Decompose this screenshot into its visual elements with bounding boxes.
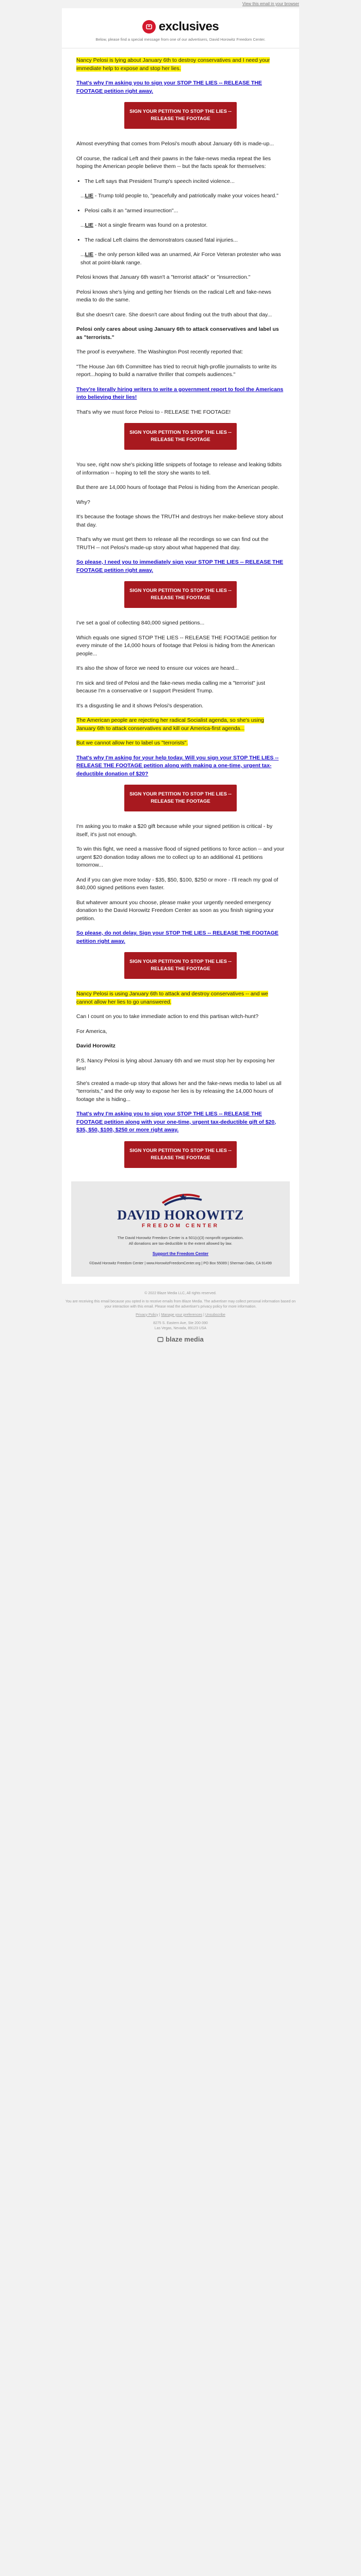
body-paragraph (76, 274, 285, 282)
cta-link-paragraph (76, 1110, 285, 1134)
highlighted-paragraph (76, 57, 285, 73)
rebuttal (80, 222, 285, 230)
exclusives-logo (142, 20, 219, 34)
body-paragraph (76, 461, 285, 477)
body-paragraph (76, 823, 285, 839)
body-paragraph (76, 363, 285, 379)
paragraph-text: It's a disgusting lie and it shows Pelosi's desperation. (76, 702, 204, 709)
body-paragraph (76, 665, 285, 673)
paragraph-text: I'm asking you to make a $20 gift because while your signed petition is critical - by itself, it's just not enough. (76, 823, 273, 838)
rebuttal-text: - Trump told people to, "peacefully and patriotically make your voices heard." (93, 193, 278, 199)
ellipsis: ... (80, 193, 85, 199)
paragraph-text: Pelosi knows that January 6th wasn't a "terrorist attack" or "insurrection." (76, 274, 251, 280)
paragraph-text: Can I count on you to take immediate action to end this partisan witch-hunt? (76, 1013, 259, 1020)
org-address: ©David Horowitz Freedom Center | www.HorowitzFreedomCenter.org | PO Box 55089 | Sherman Oaks, CA 91499 (89, 1261, 272, 1265)
ellipsis: ... (80, 251, 85, 258)
body-paragraph (76, 876, 285, 892)
email-container (62, 8, 299, 1284)
blaze-mark-icon (157, 1336, 163, 1343)
claim-item: • The Left says that President Trump's speech incited violence... (85, 178, 285, 186)
lie-label: LIE (85, 222, 94, 228)
lie-label: LIE (85, 193, 94, 199)
sign-petition-button[interactable]: SIGN YOUR PETITION TO STOP THE LIES -- RELEASE THE FOOTAGE (124, 102, 237, 129)
flag-swoosh-icon (152, 1193, 209, 1206)
paragraph-text: But there are 14,000 hours of footage that Pelosi is hiding from the American people. (76, 484, 280, 490)
logo-text: exclusives (158, 20, 219, 33)
body-paragraph (76, 289, 285, 304)
claims-list (76, 236, 285, 245)
body-paragraph (76, 499, 285, 507)
body-paragraph (76, 484, 285, 492)
email-body (62, 57, 299, 1168)
privacy-policy-link[interactable]: Privacy Policy (136, 1313, 158, 1317)
rebuttal-text: - the only person killed was an unarmed, Air Force Veteran protester who was shot at point-blank range. (80, 251, 281, 266)
body-paragraph (76, 536, 285, 552)
lie-label: LIE (85, 251, 94, 258)
sender-address-2: Las Vegas, Nevada, 89123 USA (154, 1326, 207, 1330)
disclaimer-line-2: All donations are tax-deductible to the extent allowed by law. (128, 1241, 233, 1246)
ellipsis: ... (80, 222, 85, 228)
body-paragraph (76, 311, 285, 319)
legal-notice: You are receiving this email because you opted in to receive emails from Blaze Media. The advertiser may collect personal information based on your interaction with this email. Please read the advertiser's privacy policy for more information. (65, 1299, 296, 1309)
body-paragraph (76, 140, 285, 148)
cta-link-paragraph (76, 929, 285, 945)
paragraph-text: For America, (76, 1028, 107, 1035)
dhfc-name: DAVID HOROWITZ (117, 1207, 244, 1223)
claims-list (76, 178, 285, 186)
view-in-browser-link[interactable]: View this email in your browser (242, 2, 299, 6)
support-link[interactable]: Support the Freedom Center (152, 1251, 209, 1256)
cta-link-paragraph (76, 79, 285, 95)
disclaimer-line-1: The David Horowitz Freedom Center is a 501(c)(3) nonprofit organization. (117, 1235, 244, 1240)
paragraph-text: I've set a goal of collecting 840,000 signed petitions... (76, 620, 205, 626)
body-paragraph (76, 702, 285, 710)
body-paragraph (76, 409, 285, 417)
paragraph-text: Why? (76, 499, 90, 505)
paragraph-text: Pelosi only cares about using January 6th to attack conservatives and label us as "terrorists." (76, 326, 279, 341)
body-paragraph (76, 1057, 285, 1073)
paragraph-text: You see, right now she's picking little snippets of footage to release and leaking tidbits of information -- hoping to tell the story she wants to tell. (76, 462, 282, 476)
body-paragraph (76, 634, 285, 658)
highlighted-paragraph (76, 739, 285, 748)
paragraph-text: And if you can give more today - $35, $50, $100, $250 or more - I'll reach my goal of 840,000 signed petitions even faster. (76, 876, 278, 891)
paragraph-text: It's also the show of force we need to ensure our voices are heard... (76, 665, 239, 671)
claim-item: • Pelosi calls it an "armed insurrection"... (85, 207, 285, 215)
paragraph-text: To win this fight, we need a massive flood of signed petitions to force action -- and your urgent $20 donation today allows me to collect up to an additional 41 petitions tomorrow... (76, 846, 285, 868)
petition-link[interactable]: They're literally hiring writers to write a government report to fool the Americans into believing their lies! (76, 386, 284, 400)
body-paragraph (76, 1028, 285, 1036)
paragraph-text: The proof is everywhere. The Washington Post recently reported that: (76, 349, 243, 355)
dhfc-subtitle: FREEDOM CENTER (142, 1223, 219, 1229)
body-paragraph (76, 326, 285, 342)
unsubscribe-link[interactable]: Unsubscribe (205, 1313, 225, 1317)
paragraph-text: "The House Jan 6th Committee has tried to recruit high-profile journalists to write its report...hoping to build a narrative thriller that compels audiences." (76, 363, 277, 378)
dhfc-logo (117, 1193, 244, 1229)
paragraph-text: Almost everything that comes from Pelosi's mouth about January 6th is made-up... (76, 141, 274, 147)
paragraph-text: David Horowitz (76, 1043, 116, 1049)
nonprofit-disclaimer (79, 1235, 282, 1246)
body-paragraph (76, 619, 285, 628)
rebuttal (80, 251, 285, 267)
flame-icon (145, 23, 153, 30)
petition-link[interactable]: That's why I'm asking you to sign your STOP THE LIES -- RELEASE THE FOOTAGE petition along with your one-time, urgent tax-deductible gift of $20, $35, $50, $100, $250 or more right away. (76, 1111, 276, 1133)
copyright: © 2022 Blaze Media LLC, All rights reserved. (144, 1291, 217, 1295)
petition-link[interactable]: That's why I'm asking you to sign your STOP THE LIES -- RELEASE THE FOOTAGE petition right away. (76, 80, 262, 94)
paragraph-text: She's created a made-up story that allows her and the fake-news media to label us all "terrorists," and the only way to expose her lies is by releasing the 14,000 hours of footage she is hiding... (76, 1080, 282, 1103)
petition-link[interactable]: That's why I'm asking for your help today. Will you sign your STOP THE LIES -- RELEASE THE FOOTAGE petition along with making a one-time, urgent tax-deductible donation of $20? (76, 754, 279, 777)
body-paragraph (76, 899, 285, 923)
blaze-media-text: blaze media (166, 1335, 204, 1343)
claims-list (76, 207, 285, 215)
sender-address-1: 8275 S. Eastern Ave, Ste 200-390 (153, 1321, 208, 1325)
org-footer (71, 1181, 290, 1277)
blaze-media-logo (157, 1336, 204, 1343)
tagline: Below, please find a special message from one of our advertisers, David Horowitz Freedom Center. (95, 37, 266, 42)
top-strip (0, 0, 361, 8)
body-paragraph (76, 513, 285, 529)
paragraph-text: That's why we must get them to release all the recordings so we can find out the TRUTH -- not Pelosi's made-up story about what happened that day. (76, 536, 269, 551)
sign-petition-button[interactable]: SIGN YOUR PETITION TO STOP THE LIES -- RELEASE THE FOOTAGE (124, 1141, 237, 1168)
petition-link[interactable]: So please, I need you to immediately sign your STOP THE LIES -- RELEASE THE FOOTAGE petition right away. (76, 559, 284, 573)
paragraph-text: The American people are rejecting her radical Socialist agenda, so she's using January 6th to attack conservatives and kill our America-first agenda... (76, 717, 264, 732)
petition-link[interactable]: So please, do not delay. Sign your STOP THE LIES -- RELEASE THE FOOTAGE petition right away. (76, 930, 278, 944)
body-paragraph (76, 155, 285, 171)
paragraph-text: But she doesn't care. She doesn't care about finding out the truth about that day... (76, 311, 272, 318)
paragraph-text: Nancy Pelosi is using January 6th to attack and destroy conservatives -- and we cannot allow her lies to go unanswered. (76, 991, 268, 1005)
paragraph-text: Pelosi knows she's lying and getting her friends on the radical Left and fake-news media to do the same. (76, 289, 271, 303)
legal-links: Privacy Policy | Manage your preferences | Unsubscribe (136, 1313, 225, 1317)
highlighted-paragraph (76, 717, 285, 733)
cta-link-paragraph (76, 386, 285, 402)
cta-link-paragraph (76, 558, 285, 574)
legal-footer (62, 1291, 299, 1352)
paragraph-text: Which equals one signed STOP THE LIES -- RELEASE THE FOOTAGE petition for every minute of the 14,000 hours of footage that Pelosi is hiding from the American people... (76, 634, 277, 657)
sign-petition-button[interactable]: SIGN YOUR PETITION TO STOP THE LIES -- RELEASE THE FOOTAGE (124, 785, 237, 811)
body-paragraph (76, 1042, 285, 1050)
sign-petition-button[interactable]: SIGN YOUR PETITION TO STOP THE LIES -- RELEASE THE FOOTAGE (124, 423, 237, 450)
rebuttal-text: - Not a single firearm was found on a protestor. (93, 222, 208, 228)
rebuttal (80, 192, 285, 200)
email-header (62, 8, 299, 42)
body-paragraph (76, 1080, 285, 1104)
body-paragraph (76, 680, 285, 696)
paragraph-text: But whatever amount you choose, please make your urgently needed emergency donation to the David Horowitz Freedom Center as soon as you finish signing your petition. (76, 899, 274, 922)
paragraph-text: I'm sick and tired of Pelosi and the fake-news media calling me a "terrorist" just because I'm a conservative or I support President Trump. (76, 680, 266, 694)
blaze-flame-icon (142, 20, 156, 33)
body-paragraph (76, 348, 285, 357)
paragraph-text: That's why we must force Pelosi to - RELEASE THE FOOTAGE! (76, 409, 231, 415)
body-paragraph (76, 1013, 285, 1021)
paragraph-text: Of course, the radical Left and their pawns in the fake-news media repeat the lies hoping the American people believe them -- but the facts speak for themselves: (76, 155, 271, 170)
manage-preferences-link[interactable]: Manage your preferences (161, 1313, 203, 1317)
paragraph-text: It's because the footage shows the TRUTH and destroys her make-believe story about that day. (76, 514, 284, 528)
sign-petition-button[interactable]: SIGN YOUR PETITION TO STOP THE LIES -- RELEASE THE FOOTAGE (124, 952, 237, 979)
cta-link-paragraph (76, 754, 285, 778)
highlighted-paragraph (76, 990, 285, 1006)
paragraph-text: But we cannot allow her to label us "terrorists". (76, 740, 188, 746)
body-paragraph (76, 845, 285, 870)
claim-item: • The radical Left claims the demonstrators caused fatal injuries... (85, 236, 285, 245)
paragraph-text: Nancy Pelosi is lying about January 6th to destroy conservatives and I need your immediate help to expose and stop her lies. (76, 57, 270, 72)
paragraph-text: P.S. Nancy Pelosi is lying about January 6th and we must stop her by exposing her lies! (76, 1057, 275, 1072)
sign-petition-button[interactable]: SIGN YOUR PETITION TO STOP THE LIES -- RELEASE THE FOOTAGE (124, 581, 237, 608)
